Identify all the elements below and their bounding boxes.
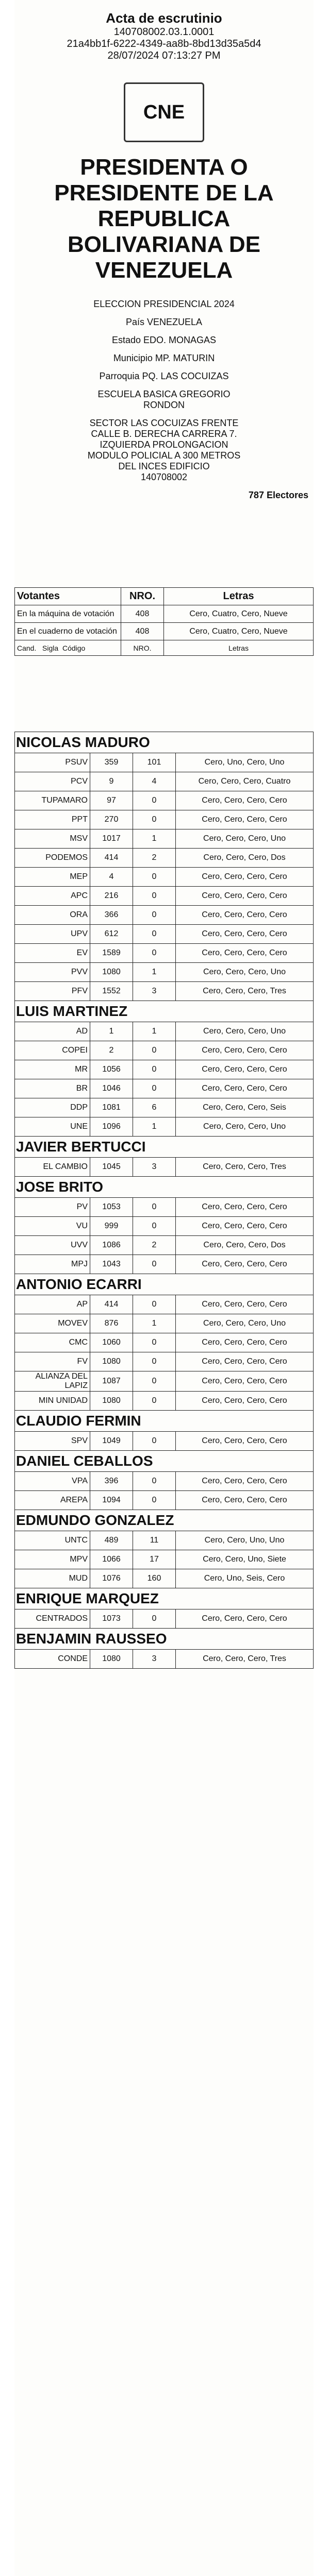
- party-votes: 1: [133, 1117, 176, 1137]
- party-sigla: CMC: [15, 1333, 90, 1352]
- party-row: [15, 1022, 314, 1041]
- party-votes-letras: Cero, Cero, Cero, Seis: [176, 1098, 314, 1117]
- party-row: [15, 944, 314, 963]
- party-votes-letras: Cero, Cero, Cero, Cero: [176, 1217, 314, 1236]
- party-row: [15, 1432, 314, 1451]
- party-sigla: VU: [15, 1217, 90, 1236]
- election-heading: [14, 155, 314, 283]
- party-votes-letras: Cero, Cero, Cero, Cero: [176, 1295, 314, 1314]
- centro: ESCUELA BASICA GREGORIO: [97, 389, 231, 399]
- party-votes-letras: Cero, Cero, Cero, Cero: [176, 810, 314, 829]
- direccion: MODULO POLICIAL A 300 METROS: [87, 450, 241, 461]
- party-sigla: UNE: [15, 1117, 90, 1137]
- party-votes-letras: Cero, Cero, Cero, Cero: [176, 868, 314, 887]
- party-code: 97: [90, 791, 133, 810]
- party-votes-letras: Cero, Cero, Uno, Uno: [176, 1531, 314, 1550]
- letras-header: Letras: [164, 588, 314, 605]
- party-sigla: MPV: [15, 1550, 90, 1569]
- party-sigla: TUPAMARO: [15, 791, 90, 810]
- party-row: [15, 1650, 314, 1669]
- party-code: 1053: [90, 1198, 133, 1217]
- party-row: [15, 753, 314, 772]
- party-row: [15, 1098, 314, 1117]
- party-votes: 17: [133, 1550, 176, 1569]
- sigla-label: Sigla: [42, 643, 59, 652]
- party-votes: 0: [133, 1609, 176, 1629]
- letras-label: Letras: [164, 640, 314, 656]
- party-row: [15, 1060, 314, 1079]
- party-votes: 0: [133, 1392, 176, 1411]
- party-row: [15, 1255, 314, 1274]
- party-code: 1096: [90, 1117, 133, 1137]
- party-votes-letras: Cero, Cero, Cero, Cero: [176, 1371, 314, 1392]
- location-info: [14, 299, 314, 501]
- column-labels: [15, 640, 121, 656]
- party-votes-letras: Cero, Cero, Cero, Cero: [176, 1333, 314, 1352]
- party-code: 489: [90, 1531, 133, 1550]
- party-row: [15, 887, 314, 906]
- direccion: SECTOR LAS COCUIZAS FRENTE: [89, 418, 239, 428]
- votantes-letras: Cero, Cuatro, Cero, Nueve: [164, 623, 314, 640]
- party-row: [15, 1569, 314, 1588]
- party-votes-letras: Cero, Cero, Cero, Cero: [176, 1392, 314, 1411]
- acta-hash: 21a4bb1f-6222-4349-aa8b-8bd13d35a5d4: [67, 38, 261, 49]
- party-code: 359: [90, 753, 133, 772]
- party-sigla: MR: [15, 1060, 90, 1079]
- party-sigla: MPJ: [15, 1255, 90, 1274]
- nro-header: NRO.: [121, 588, 164, 605]
- party-votes: 160: [133, 1569, 176, 1588]
- party-code: 1049: [90, 1432, 133, 1451]
- party-row: [15, 1472, 314, 1491]
- heading-line: BOLIVARIANA DE: [68, 232, 260, 257]
- party-votes: 3: [133, 1158, 176, 1177]
- party-sigla: CENTRADOS: [15, 1609, 90, 1629]
- heading-line: PRESIDENTA O: [80, 155, 248, 180]
- party-sigla: AD: [15, 1022, 90, 1041]
- party-votes: 0: [133, 906, 176, 925]
- party-votes-letras: Cero, Uno, Seis, Cero: [176, 1569, 314, 1588]
- party-row: [15, 1352, 314, 1371]
- party-code: 366: [90, 906, 133, 925]
- party-votes-letras: Cero, Cero, Cero, Uno: [176, 963, 314, 982]
- party-code: 1552: [90, 982, 133, 1001]
- party-code: 4: [90, 868, 133, 887]
- votantes-table: [14, 587, 314, 656]
- votantes-label: En el cuaderno de votación: [15, 623, 121, 640]
- party-sigla: PFV: [15, 982, 90, 1001]
- party-row: [15, 1079, 314, 1098]
- party-row: [15, 1371, 314, 1392]
- party-row: [15, 1392, 314, 1411]
- party-sigla: ORA: [15, 906, 90, 925]
- party-votes: 1: [133, 1314, 176, 1333]
- party-votes-letras: Cero, Cero, Cero, Cero: [176, 1060, 314, 1079]
- party-code: 414: [90, 849, 133, 868]
- party-sigla: PSUV: [15, 753, 90, 772]
- party-sigla: DDP: [15, 1098, 90, 1117]
- party-code: 1045: [90, 1158, 133, 1177]
- party-code: 396: [90, 1472, 133, 1491]
- votantes-nro: 408: [121, 605, 164, 623]
- party-votes: 0: [133, 1198, 176, 1217]
- party-sigla: COPEI: [15, 1041, 90, 1060]
- party-sigla: VPA: [15, 1472, 90, 1491]
- party-code: 1086: [90, 1236, 133, 1255]
- party-sigla: APC: [15, 887, 90, 906]
- party-votes: 0: [133, 1472, 176, 1491]
- party-votes: 2: [133, 849, 176, 868]
- party-code: 1080: [90, 1352, 133, 1371]
- party-row: [15, 772, 314, 791]
- party-row: [15, 1609, 314, 1629]
- party-votes: 11: [133, 1531, 176, 1550]
- party-code: 1060: [90, 1333, 133, 1352]
- party-votes: 0: [133, 1217, 176, 1236]
- candidate-name: JOSE BRITO: [15, 1177, 314, 1198]
- acta-datetime: 28/07/2024 07:13:27 PM: [107, 50, 221, 61]
- cand-label: Cand.: [17, 643, 37, 652]
- party-code: 1087: [90, 1371, 133, 1392]
- party-votes: 0: [133, 868, 176, 887]
- party-row: [15, 1158, 314, 1177]
- party-code: 1043: [90, 1255, 133, 1274]
- votantes-nro: 408: [121, 623, 164, 640]
- party-row: [15, 1314, 314, 1333]
- party-sigla: ALIANZA DEL LAPIZ: [15, 1371, 90, 1392]
- party-votes: 0: [133, 791, 176, 810]
- votantes-label: En la máquina de votación: [15, 605, 121, 623]
- party-votes: 1: [133, 829, 176, 849]
- heading-line: VENEZUELA: [95, 258, 233, 283]
- party-votes-letras: Cero, Cero, Cero, Uno: [176, 1314, 314, 1333]
- party-code: 9: [90, 772, 133, 791]
- party-code: 1017: [90, 829, 133, 849]
- party-code: 1589: [90, 944, 133, 963]
- parroquia: Parroquia PQ. LAS COCUIZAS: [99, 371, 229, 381]
- party-sigla: AREPA: [15, 1491, 90, 1510]
- party-votes: 0: [133, 1295, 176, 1314]
- party-votes-letras: Cero, Cero, Uno, Siete: [176, 1550, 314, 1569]
- party-code: 999: [90, 1217, 133, 1236]
- party-code: 1046: [90, 1079, 133, 1098]
- cne-logo: [14, 82, 314, 142]
- party-sigla: MUD: [15, 1569, 90, 1588]
- party-votes-letras: Cero, Cero, Cero, Cero: [176, 1491, 314, 1510]
- candidate-votes-table: [14, 732, 314, 1669]
- party-votes-letras: Cero, Cero, Cero, Cero: [176, 944, 314, 963]
- pais: País VENEZUELA: [125, 317, 203, 327]
- party-code: 876: [90, 1314, 133, 1333]
- party-row: [15, 1236, 314, 1255]
- party-code: 1094: [90, 1491, 133, 1510]
- party-votes-letras: Cero, Cero, Cero, Dos: [176, 1236, 314, 1255]
- party-votes-letras: Cero, Cero, Cero, Cero: [176, 1352, 314, 1371]
- party-sigla: AP: [15, 1295, 90, 1314]
- party-votes-letras: Cero, Cero, Cero, Cero: [176, 925, 314, 944]
- party-code: 612: [90, 925, 133, 944]
- party-votes-letras: Cero, Cero, Cero, Uno: [176, 1022, 314, 1041]
- party-votes: 2: [133, 1236, 176, 1255]
- party-sigla: BR: [15, 1079, 90, 1098]
- party-votes: 0: [133, 1060, 176, 1079]
- candidate-name: ANTONIO ECARRI: [15, 1274, 314, 1295]
- party-row: [15, 1041, 314, 1060]
- party-sigla: EV: [15, 944, 90, 963]
- party-code: 1080: [90, 1650, 133, 1669]
- electores-count: 787 Electores: [248, 490, 308, 500]
- party-code: 270: [90, 810, 133, 829]
- party-row: [15, 829, 314, 849]
- party-sigla: MOVEV: [15, 1314, 90, 1333]
- party-votes: 0: [133, 944, 176, 963]
- party-row: [15, 849, 314, 868]
- party-sigla: SPV: [15, 1432, 90, 1451]
- party-row: [15, 1491, 314, 1510]
- party-row: [15, 1117, 314, 1137]
- heading-line: PRESIDENTE DE LA: [54, 180, 274, 206]
- party-code: 1080: [90, 1392, 133, 1411]
- party-row: [15, 982, 314, 1001]
- party-votes-letras: Cero, Cero, Cero, Dos: [176, 849, 314, 868]
- party-votes: 0: [133, 887, 176, 906]
- party-row: [15, 963, 314, 982]
- party-row: [15, 1198, 314, 1217]
- candidate-name: BENJAMIN RAUSSEO: [15, 1629, 314, 1650]
- party-row: [15, 810, 314, 829]
- party-votes: 0: [133, 1041, 176, 1060]
- party-sigla: UPV: [15, 925, 90, 944]
- party-sigla: MEP: [15, 868, 90, 887]
- candidate-name: JAVIER BERTUCCI: [15, 1137, 314, 1158]
- party-votes: 0: [133, 810, 176, 829]
- party-sigla: FV: [15, 1352, 90, 1371]
- party-sigla: PVV: [15, 963, 90, 982]
- candidate-name: CLAUDIO FERMIN: [15, 1411, 314, 1432]
- party-code: 1056: [90, 1060, 133, 1079]
- party-votes-letras: Cero, Cero, Cero, Cero: [176, 1432, 314, 1451]
- party-votes: 0: [133, 1079, 176, 1098]
- party-votes: 0: [133, 1333, 176, 1352]
- centro: RONDON: [143, 400, 185, 410]
- party-votes: 0: [133, 1371, 176, 1392]
- party-votes-letras: Cero, Cero, Cero, Tres: [176, 982, 314, 1001]
- party-votes-letras: Cero, Cero, Cero, Tres: [176, 1158, 314, 1177]
- party-votes-letras: Cero, Cero, Cero, Cero: [176, 1079, 314, 1098]
- party-row: [15, 1550, 314, 1569]
- party-votes: 1: [133, 963, 176, 982]
- party-sigla: CONDE: [15, 1650, 90, 1669]
- party-votes-letras: Cero, Cero, Cero, Uno: [176, 829, 314, 849]
- party-votes: 3: [133, 982, 176, 1001]
- party-sigla: PODEMOS: [15, 849, 90, 868]
- direccion: DEL INCES EDIFICIO: [118, 461, 210, 471]
- party-votes: 3: [133, 1650, 176, 1669]
- party-row: [15, 906, 314, 925]
- candidate-name: DANIEL CEBALLOS: [15, 1451, 314, 1472]
- party-row: [15, 1531, 314, 1550]
- party-sigla: PCV: [15, 772, 90, 791]
- candidate-name: ENRIQUE MARQUEZ: [15, 1588, 314, 1609]
- party-votes: 4: [133, 772, 176, 791]
- party-code: 1: [90, 1022, 133, 1041]
- nro-label: NRO.: [121, 640, 164, 656]
- direccion: IZQUIERDA PROLONGACION: [100, 439, 228, 450]
- party-votes: 0: [133, 925, 176, 944]
- votantes-letras: Cero, Cuatro, Cero, Nueve: [164, 605, 314, 623]
- party-sigla: UNTC: [15, 1531, 90, 1550]
- party-votes: 101: [133, 753, 176, 772]
- votantes-header: Votantes: [15, 588, 121, 605]
- party-row: [15, 1217, 314, 1236]
- heading-line: REPUBLICA: [97, 206, 231, 231]
- party-votes-letras: Cero, Cero, Cero, Uno: [176, 1117, 314, 1137]
- acta-code: 140708002.03.1.0001: [113, 26, 215, 38]
- party-votes-letras: Cero, Cero, Cero, Cero: [176, 1609, 314, 1629]
- centro-code: 140708002: [140, 472, 188, 482]
- party-votes-letras: Cero, Cero, Cero, Cero: [176, 1198, 314, 1217]
- party-votes-letras: Cero, Uno, Cero, Uno: [176, 753, 314, 772]
- acta-receipt: [14, 0, 314, 2576]
- party-votes-letras: Cero, Cero, Cero, Cero: [176, 1255, 314, 1274]
- party-votes: 1: [133, 1022, 176, 1041]
- party-code: 216: [90, 887, 133, 906]
- party-row: [15, 925, 314, 944]
- party-sigla: UVV: [15, 1236, 90, 1255]
- party-row: [15, 868, 314, 887]
- party-code: 2: [90, 1041, 133, 1060]
- party-sigla: PV: [15, 1198, 90, 1217]
- candidate-name: NICOLAS MADURO: [15, 732, 314, 753]
- party-sigla: MSV: [15, 829, 90, 849]
- acta-header: [14, 10, 314, 62]
- party-code: 1080: [90, 963, 133, 982]
- party-votes-letras: Cero, Cero, Cero, Cero: [176, 1041, 314, 1060]
- party-sigla: EL CAMBIO: [15, 1158, 90, 1177]
- acta-title: Acta de escrutinio: [106, 10, 222, 26]
- estado: Estado EDO. MONAGAS: [111, 335, 217, 345]
- party-code: 1081: [90, 1098, 133, 1117]
- party-sigla: MIN UNIDAD: [15, 1392, 90, 1411]
- party-row: [15, 1295, 314, 1314]
- candidate-name: EDMUNDO GONZALEZ: [15, 1510, 314, 1531]
- municipio: Municipio MP. MATURIN: [113, 353, 215, 363]
- party-votes: 6: [133, 1098, 176, 1117]
- party-votes: 0: [133, 1352, 176, 1371]
- party-code: 1066: [90, 1550, 133, 1569]
- party-votes: 0: [133, 1255, 176, 1274]
- party-code: 1076: [90, 1569, 133, 1588]
- party-row: [15, 1333, 314, 1352]
- party-votes-letras: Cero, Cero, Cero, Cero: [176, 791, 314, 810]
- party-votes-letras: Cero, Cero, Cero, Tres: [176, 1650, 314, 1669]
- party-votes-letras: Cero, Cero, Cero, Cero: [176, 1472, 314, 1491]
- party-code: 1073: [90, 1609, 133, 1629]
- party-votes: 0: [133, 1432, 176, 1451]
- party-code: 414: [90, 1295, 133, 1314]
- cne-logo-icon: CNE: [124, 82, 204, 142]
- party-votes-letras: Cero, Cero, Cero, Cero: [176, 887, 314, 906]
- direccion: CALLE B. DERECHA CARRERA 7.: [91, 429, 237, 439]
- party-row: [15, 791, 314, 810]
- candidate-name: LUIS MARTINEZ: [15, 1001, 314, 1022]
- election-name: ELECCION PRESIDENCIAL 2024: [93, 299, 235, 309]
- codigo-label: Código: [62, 643, 86, 652]
- party-votes: 0: [133, 1491, 176, 1510]
- party-sigla: PPT: [15, 810, 90, 829]
- party-votes-letras: Cero, Cero, Cero, Cuatro: [176, 772, 314, 791]
- party-votes-letras: Cero, Cero, Cero, Cero: [176, 906, 314, 925]
